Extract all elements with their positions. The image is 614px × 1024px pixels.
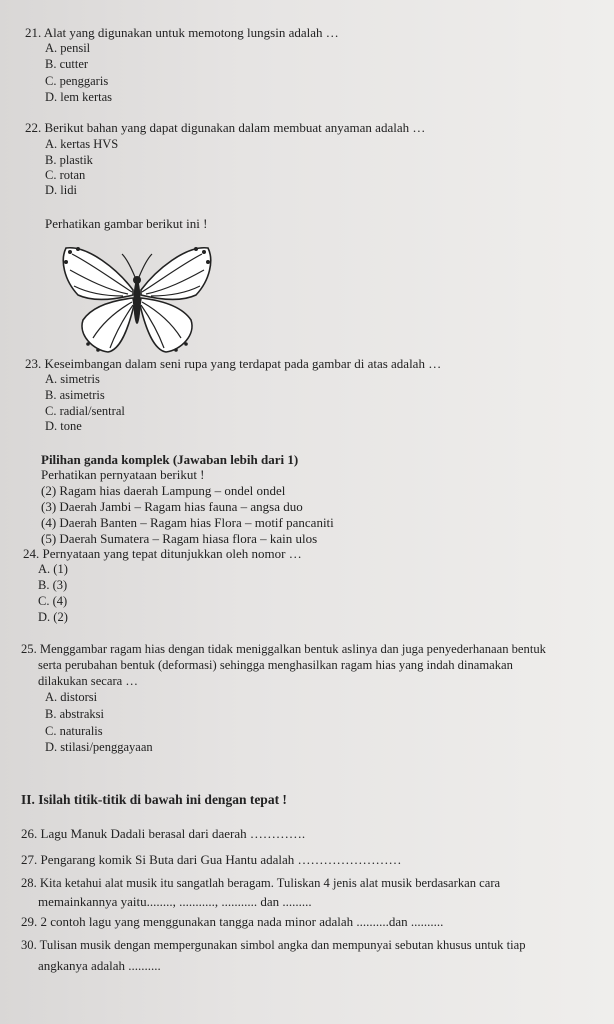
question-25-line3: dilakukan secara … (38, 674, 139, 688)
q23-option-a: A. simetris (45, 372, 100, 386)
q21-option-c: C. penggaris (45, 74, 109, 88)
complex-mc-heading: Pilihan ganda komplek (Jawaban lebih dari 1) (41, 452, 299, 467)
q25-option-c: C. naturalis (45, 724, 103, 738)
q22-option-c: C. rotan (45, 168, 86, 182)
q23-option-d: D. tone (45, 419, 82, 433)
q23-option-b: B. asimetris (45, 388, 105, 402)
question-25-line1: 25. Menggambar ragam hias dengan tidak meniggalkan bentuk aslinya dan juga penyederhanaan bentuk (21, 642, 546, 656)
q22-option-a: A. kertas HVS (45, 137, 119, 151)
figure-intro: Perhatikan gambar berikut ini ! (45, 216, 208, 231)
q24-option-a: A. (1) (38, 562, 68, 576)
question-23: 23. Keseimbangan dalam seni rupa yang terdapat pada gambar di atas adalah … (25, 356, 442, 371)
question-30-line1: 30. Tulisan musik dengan mempergunakan simbol angka dan mempunyai sebutan khusus untuk tiap (21, 938, 526, 952)
q25-option-d: D. stilasi/penggayaan (45, 740, 153, 754)
q21-option-a: A. pensil (45, 41, 91, 55)
statement-3: (3) Daerah Jambi – Ragam hias fauna – angsa duo (41, 499, 303, 514)
statement-5: (5) Daerah Sumatera – Ragam hiasa flora – kain ulos (41, 531, 318, 546)
q21-option-d: D. lem kertas (45, 90, 112, 104)
q24-option-d: D. (2) (38, 610, 68, 624)
question-29: 29. 2 contoh lagu yang menggunakan tangga nada minor adalah ..........dan .......... (21, 914, 444, 929)
q24-option-c: C. (4) (38, 594, 68, 608)
q25-option-a: A. distorsi (45, 690, 98, 704)
q22-option-b: B. plastik (45, 153, 93, 167)
question-24: 24. Pernyataan yang tepat ditunjukkan oleh nomor … (23, 546, 302, 561)
q21-option-b: B. cutter (45, 57, 89, 71)
question-28-line2: memainkannya yaitu........, ..........., ........... dan ......... (38, 894, 312, 909)
q25-option-b: B. abstraksi (45, 707, 105, 721)
question-28-line1: 28. Kita ketahui alat musik itu sangatlah beragam. Tuliskan 4 jenis alat musik berdasarkan cara (21, 876, 501, 890)
question-21: 21. Alat yang digunakan untuk memotong lungsin adalah … (25, 25, 339, 40)
q24-option-b: B. (3) (38, 578, 68, 592)
butterfly-image (58, 240, 216, 358)
statement-2: (2) Ragam hias daerah Lampung – ondel ondel (41, 483, 286, 498)
complex-mc-intro: Perhatikan pernyataan berikut ! (41, 467, 205, 482)
question-25-line2: serta perubahan bentuk (deformasi) sehingga menghasilkan ragam hias yang indah dinamakan (38, 658, 513, 672)
question-27: 27. Pengarang komik Si Buta dari Gua Hantu adalah …………………… (21, 852, 402, 867)
statement-4: (4) Daerah Banten – Ragam hias Flora – motif pancaniti (41, 515, 334, 530)
q23-option-c: C. radial/sentral (45, 404, 125, 418)
question-22: 22. Berikut bahan yang dapat digunakan dalam membuat anyaman adalah … (25, 120, 426, 135)
question-30-line2: angkanya adalah .......... (38, 958, 161, 973)
q22-option-d: D. lidi (45, 183, 77, 197)
section-2-heading: II. Isilah titik-titik di bawah ini dengan tepat ! (21, 792, 287, 807)
question-26: 26. Lagu Manuk Dadali berasal dari daerah …………. (21, 826, 306, 841)
